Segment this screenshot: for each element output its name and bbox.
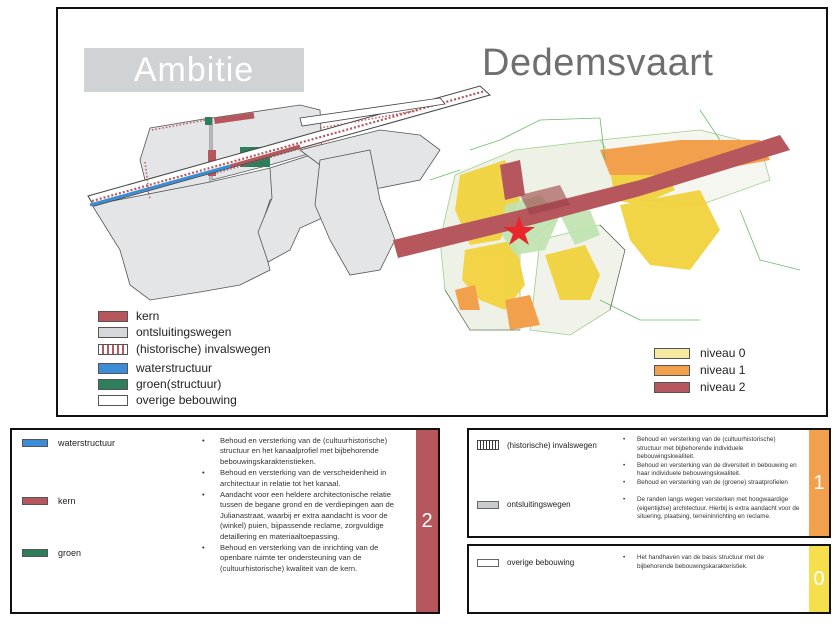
legend-label: overige bebouwing <box>136 393 237 407</box>
level-indicator-1: 1 <box>809 430 829 536</box>
legend-label: waterstructuur <box>136 361 213 375</box>
panel-left-bullets <box>202 436 410 574</box>
legend-swatch <box>654 382 690 393</box>
legend-swatch <box>98 395 128 406</box>
legend-label: ontsluitingswegen <box>507 500 571 509</box>
bullet-item: • Behoud en versterking van de verscheidenheid in architectuur in relatie tot het kanaal. <box>202 468 387 488</box>
legend-swatch <box>98 379 128 390</box>
legend-swatch <box>477 501 499 509</box>
legend-swatch <box>654 348 690 359</box>
legend-label: groen <box>58 548 82 558</box>
legend-swatch <box>98 327 128 338</box>
legend-swatch <box>654 365 690 376</box>
legend-swatch <box>477 559 499 567</box>
legend-swatch <box>477 440 499 450</box>
legend-swatch <box>98 344 128 355</box>
dedemsvaart-title: Dedemsvaart <box>482 42 714 84</box>
legend-label: overige bebouwing <box>507 558 575 567</box>
bullet-item: • Behoud en versterking van de diversiteit in bebouwing en haar individuele bebouwingskwaliteit. <box>623 461 797 478</box>
level-indicator-2: 2 <box>416 430 438 612</box>
legend-label: niveau 1 <box>700 363 746 377</box>
ambitie-title: Ambitie <box>133 51 255 89</box>
legend-swatch <box>98 363 128 374</box>
legend-label: (historische) invalswegen <box>507 441 597 450</box>
panel-niveau-2 <box>10 428 440 614</box>
legend-label: kern <box>136 309 160 323</box>
legend-swatch <box>98 311 128 322</box>
bullet-item: • Het handhaven van de basis structuur met de bijbehorende bebouwingskarakteristiek. <box>623 554 765 570</box>
legend-label: (historische) invalswegen <box>136 342 271 356</box>
legend-label: ontsluitingswegen <box>136 325 232 339</box>
bullet-item: • Behoud en versterking van de (cultuurhistorische) structuur met bijbehorende individuele bebouwingskwaliteit. <box>623 436 776 461</box>
panel-niveau-0 <box>467 544 831 614</box>
legend-label: waterstructuur <box>58 438 116 448</box>
bullet-item: • Behoud en versterking van de inrichting van de openbare ruimte ter ondersteuning van de (cultuurhistorische) kwaliteit van de kern. <box>202 543 379 573</box>
panel-right-bottom-bullets <box>623 554 801 571</box>
panel-right-top-bullets-b <box>623 496 801 522</box>
legend-label: groen(structuur) <box>136 377 222 391</box>
panel-right-top-bullets-a <box>623 436 801 488</box>
legend-swatch <box>22 497 48 505</box>
legend-swatch <box>22 549 48 557</box>
bullet-item: • Behoud en versterking van de (groene) straatprofielen <box>623 478 788 486</box>
legend-swatch <box>22 439 48 447</box>
bullet-item: • Behoud en versterking van de (cultuurhistorische) structuur en het kanaalprofiel met bijbehorende bebouwingskarakteristieken. <box>202 436 388 466</box>
level-indicator-0: 0 <box>809 546 829 612</box>
legend-label: kern <box>58 496 76 506</box>
legend-label: niveau 2 <box>700 380 746 394</box>
legend-label: niveau 0 <box>700 346 746 360</box>
panel-niveau-1 <box>467 428 831 538</box>
bullet-item: • De randen langs wegen versterken met hoogwaardige (eigentijdse) architectuur. Hierbij is extra aandacht voor de situering, plaatsing, terreininrichting en reclame. <box>623 496 800 521</box>
bullet-item: • Aandacht voor een heldere architectonische relatie tussen de begane grond en de verdiepingen aan de Julianastraat, waarbij er extra aandacht is voor de (winkel) puien, bijpassende reclame, zorgvuldige detaillering en materiaaltoepassing. <box>202 490 394 541</box>
